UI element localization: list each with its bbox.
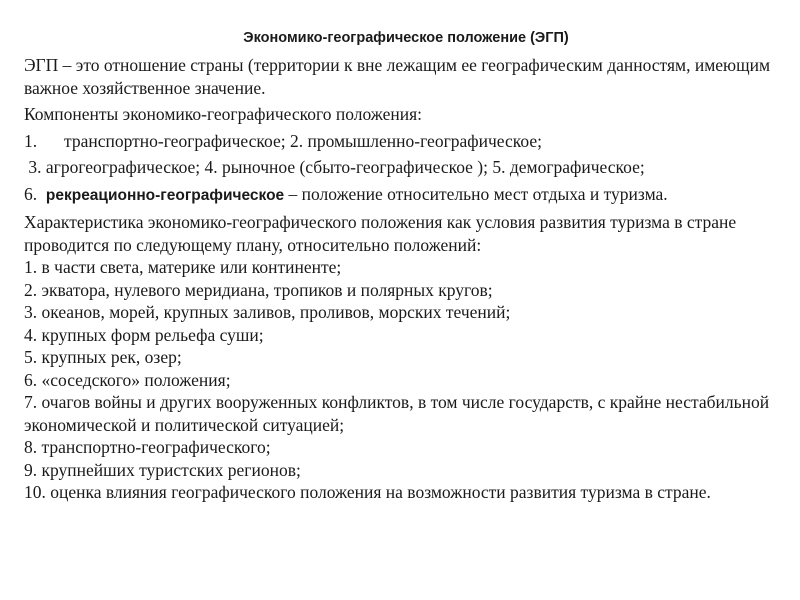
- plan-item: 9. крупнейших туристских регионов;: [24, 459, 301, 480]
- plan-item: 3. океанов, морей, крупных заливов, проливов, морских течений;: [24, 302, 511, 322]
- component-line-3-number: 6.: [24, 183, 38, 204]
- component-line-1-number: 1.: [24, 130, 38, 151]
- definition-paragraph: ЭГП – это отношение страны (территории к вне лежащим ее географическим данностям, имеющим важное хозяйственное значение.: [24, 55, 771, 98]
- plan-item: 7. очагов войны и других вооруженных конфликтов, в том числе государств, с крайне нестабильной экономической и политической ситуацией;: [24, 392, 770, 435]
- components-heading: Компоненты экономико-географического положения:: [24, 104, 423, 124]
- component-line-3-bold: рекреационно-географическое: [45, 186, 285, 204]
- component-line-1-text: транспортно-географическое; 2. промышленно-географическое;: [64, 130, 542, 151]
- plan-item: 6. «соседского» положения;: [24, 369, 231, 390]
- plan-item: 5. крупных рек, озер;: [24, 347, 182, 367]
- plan-list: [24, 256, 774, 504]
- component-line-2: 3. агрогеографическое; 4. рыночное (сбыто-географическое ); 5. демографическое;: [24, 157, 645, 177]
- component-line-3-rest: – положение относительно мест отдыха и туризма.: [284, 183, 668, 204]
- characteristic-intro: Характеристика экономико-географического положения как условия развития туризма в стране проводится по следующему плану, относительно положений:: [24, 212, 737, 255]
- component-line-1: [24, 130, 774, 153]
- slide-title: Экономико-географическое положение (ЭГП): [243, 30, 569, 46]
- plan-item: 1. в части света, материке или континенте;: [24, 257, 342, 277]
- component-line-3: [24, 183, 774, 208]
- plan-item: 8. транспортно-географического;: [24, 437, 271, 457]
- plan-item: 2. экватора, нулевого меридиана, тропиков и полярных кругов;: [24, 279, 493, 300]
- plan-item: 10. оценка влияния географического положения на возможности развития туризма в стране.: [24, 482, 711, 502]
- plan-item: 4. крупных форм рельефа суши;: [24, 324, 264, 345]
- slide-body: [24, 54, 774, 504]
